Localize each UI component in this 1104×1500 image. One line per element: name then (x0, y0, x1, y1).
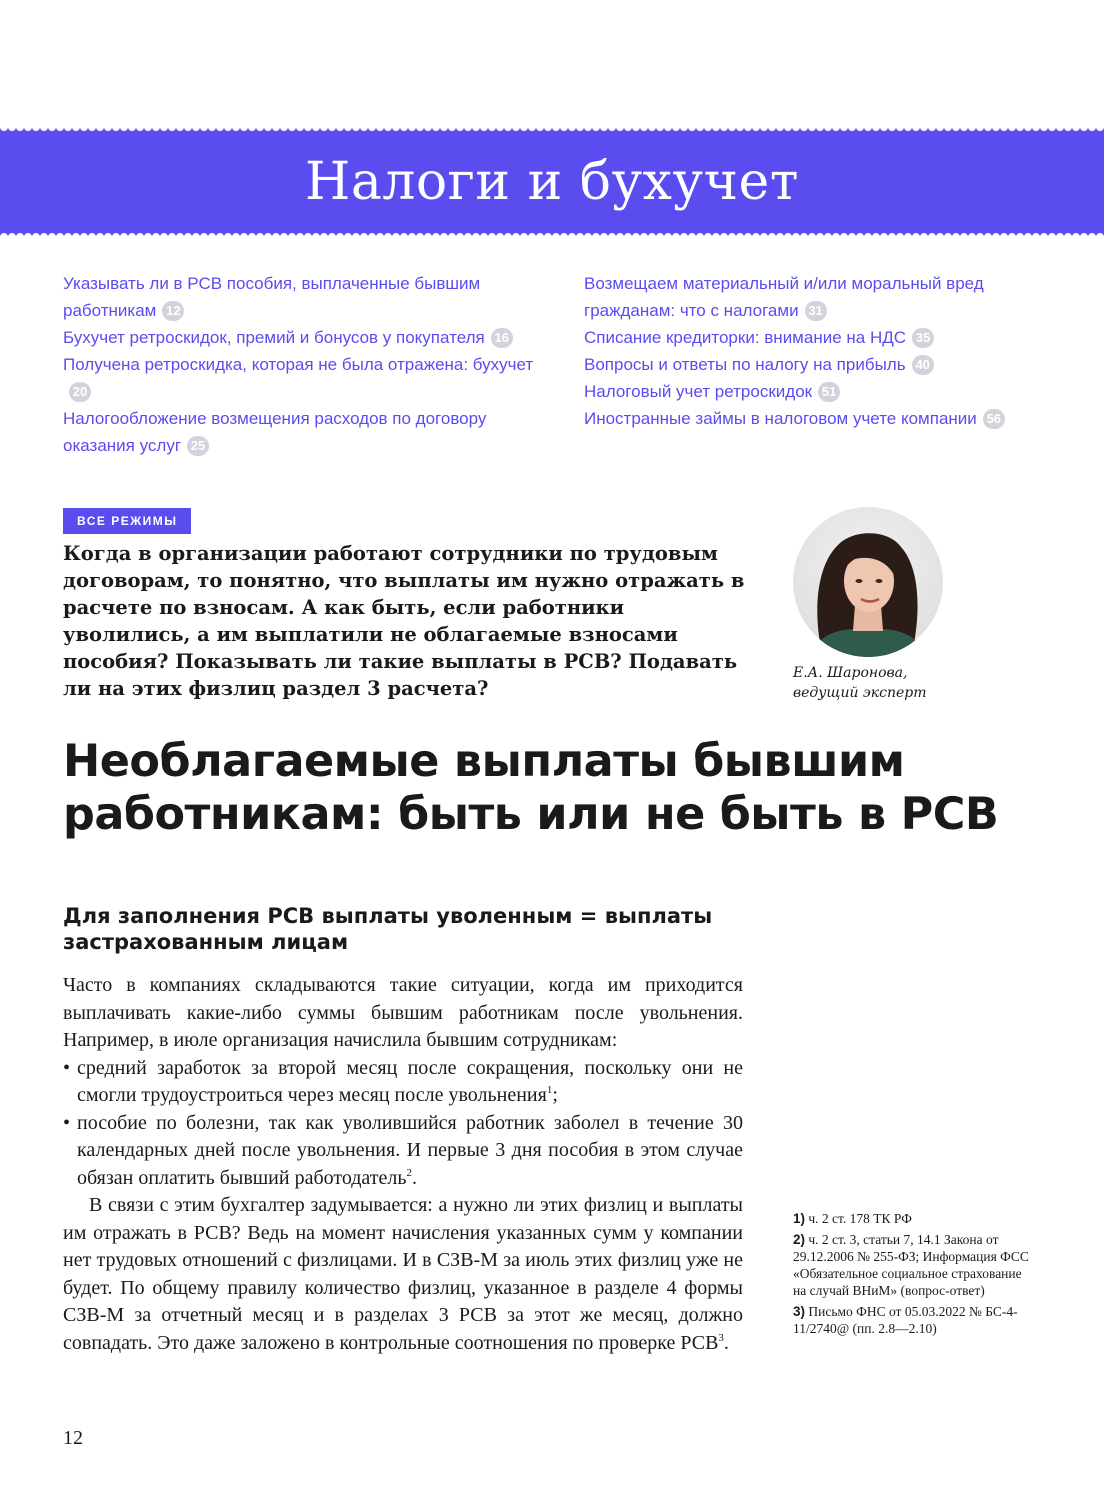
body-paragraph: Часто в компаниях складываются такие ситуации, когда им приходится выплачивать какие-либо суммы бывшим работникам после увольнения. Например, в июле организация начислила бывшим сотрудникам: (63, 974, 743, 1051)
author-role: ведущий эксперт (793, 685, 927, 701)
footnote-number: 2) (793, 1232, 806, 1247)
footnote-ref[interactable]: 3 (718, 1331, 724, 1344)
page-number-badge: 40 (912, 355, 934, 375)
bullet-list (63, 1055, 743, 1193)
toc-item-label[interactable]: Налогообложение возмещения расходов по договору оказания услуг (63, 409, 487, 455)
footnote (793, 1210, 1033, 1227)
paragraph-end: . (723, 1331, 729, 1354)
footnote-ref[interactable]: 2 (406, 1166, 413, 1179)
toc-item-label[interactable]: Налоговый учет ретроскидок (584, 382, 813, 401)
toc-item[interactable] (584, 324, 1054, 351)
toc-item-label[interactable]: Получена ретроскидка, которая не была отражена: бухучет (63, 355, 534, 374)
footnote (793, 1303, 1033, 1337)
body-paragraph (63, 1192, 743, 1357)
toc-item-label[interactable]: Указывать ли в РСВ пособия, выплаченные бывшим работникам (63, 274, 481, 320)
toc-item[interactable] (584, 351, 1054, 378)
page-number-badge: 56 (983, 409, 1005, 429)
toc-right-column (584, 270, 1054, 432)
regime-badge: ВСЕ РЕЖИМЫ (63, 508, 191, 534)
page-number-badge: 16 (491, 328, 513, 348)
page-number-badge: 31 (805, 301, 827, 321)
article-lead: Когда в организации работают сотрудники по трудовым договорам, то понятно, что выплаты им нужно отражать в расчете по взносам. А как быть, если работники уволились, а им выплатили не облагаемые взносами пособия? Показывать ли такие выплаты в РСВ? Подавать ли на этих физлиц раздел 3 расчета? (63, 542, 745, 700)
bullet-text: средний заработок за второй месяц после сокращения, поскольку они не смогли трудоустроиться через месяц после увольнения (77, 1056, 743, 1106)
bullet-text: пособие по болезни, так как уволившийся работник заболел в течение 30 календарных дней после увольнения. И первые 3 дня пособия в этом случае обязан оплатить бывший работодатель (77, 1111, 743, 1189)
toc-item[interactable] (63, 405, 553, 459)
footnotes (793, 1210, 1033, 1341)
toc-item-label[interactable]: Списание кредиторки: внимание на НДС (584, 328, 907, 347)
toc-left-column (63, 270, 553, 459)
author-name: Е.А. Шаронова, (793, 665, 908, 681)
section-title: Налоги и бухучет (304, 152, 800, 212)
footnote-ref[interactable]: 1 (546, 1084, 553, 1096)
page-number-badge: 12 (162, 301, 184, 321)
toc-item-label[interactable]: Бухучет ретроскидок, премий и бонусов у покупателя (63, 328, 485, 347)
footnote-text: ч. 2 ст. 178 ТК РФ (808, 1211, 912, 1226)
page-number: 12 (63, 1427, 83, 1449)
footnote-number: 1) (793, 1211, 806, 1226)
page-number-badge: 20 (69, 382, 91, 402)
footnote-number: 3) (793, 1304, 806, 1319)
toc-item[interactable] (63, 270, 553, 324)
footnote (793, 1231, 1033, 1299)
page-number-badge: 25 (187, 436, 209, 456)
article-subheading: Для заполнения РСВ выплаты уволенным = выплаты застрахованным лицам (63, 904, 713, 954)
footnote-text: Письмо ФНС от 05.03.2022 № БС-4-11/2740@ (пп. 2.8—2.10) (793, 1304, 1018, 1336)
author-photo (793, 507, 943, 657)
page-number-badge: 51 (818, 382, 840, 402)
toc-item-label[interactable]: Иностранные займы в налоговом учете компании (584, 409, 977, 428)
toc-item[interactable] (584, 270, 1054, 324)
toc-item[interactable] (584, 405, 1054, 432)
toc-item-label[interactable]: Возмещаем материальный и/или моральный вред гражданам: что с налогами (584, 274, 984, 320)
bullet-end: . (412, 1166, 418, 1189)
footnote-text: ч. 2 ст. 3, статьи 7, 14.1 Закона от 29.12.2006 № 255-ФЗ; Информация ФСС «Обязательное социальное страхование на случай ВНиМ» (вопрос-ответ) (793, 1232, 1029, 1298)
bullet-item (63, 1055, 743, 1110)
page-number-badge: 35 (912, 328, 934, 348)
bullet-item (63, 1110, 743, 1193)
bullet-end: ; (552, 1084, 558, 1106)
toc-item[interactable] (584, 378, 1054, 405)
toc-item[interactable] (63, 351, 553, 405)
article-body (63, 972, 743, 1357)
toc-item-label[interactable]: Вопросы и ответы по налогу на прибыль (584, 355, 906, 374)
body-paragraph-text: В связи с этим бухгалтер задумывается: а нужно ли этих физлиц и выплаты им отражать в РСВ? Ведь на момент начисления указанных сумм у компании нет трудовых отношений с физлицами. И в СЗВ-М за июль этих физлиц уже не будет. По общему правилу количество физлиц, указанное в разделе 4 формы СЗВ-М за отчетный месяц и в разделах 3 РСВ за этот же месяц, должно совпадать. Это даже заложено в контрольные соотношения по проверке РСВ (63, 1194, 743, 1354)
article-headline: Необлагаемые выплаты бывшим работникам: быть или не быть в РСВ (63, 736, 999, 840)
toc-item[interactable] (63, 324, 553, 351)
author-portrait-image (793, 507, 943, 657)
